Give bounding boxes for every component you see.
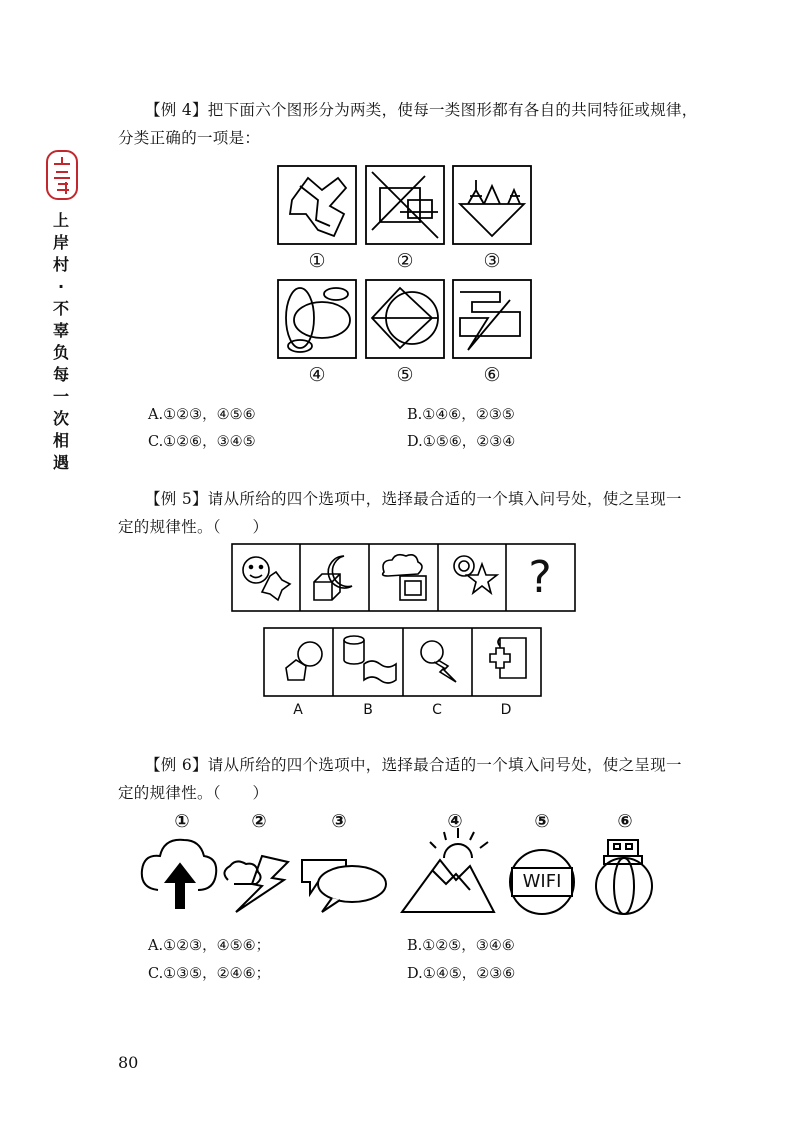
ex6-fig-label: ② bbox=[251, 811, 267, 832]
ex6-option-c[interactable]: C.①③⑤，②④⑥； bbox=[148, 966, 271, 982]
ex6-option-d[interactable]: D.①④⑤，②③⑥ bbox=[407, 966, 516, 982]
ex6-option-b[interactable]: B.①②⑤，③④⑥ bbox=[407, 938, 515, 954]
ex4-fig-label: ② bbox=[396, 250, 414, 272]
motto-char: 辜 bbox=[52, 321, 69, 340]
ex5-option-d[interactable]: D bbox=[500, 702, 512, 718]
ex6-option-a[interactable]: A.①②③，④⑤⑥； bbox=[148, 938, 271, 954]
ex5-option-a[interactable]: A bbox=[293, 702, 303, 718]
motto-char: 遇 bbox=[52, 453, 69, 472]
motto-char: 次 bbox=[52, 409, 69, 428]
ex4-label: 【例 4】 bbox=[145, 101, 208, 119]
ex4-fig-label: ⑤ bbox=[396, 364, 414, 386]
wifi-label: WIFI bbox=[522, 871, 562, 892]
motto-char: 相 bbox=[52, 431, 69, 450]
page-number: 80 bbox=[118, 1053, 139, 1072]
ex4-fig-label: ④ bbox=[308, 364, 326, 386]
ex4-option-a[interactable]: A.①②③，④⑤⑥ bbox=[148, 407, 256, 423]
ex5-line2: 定的规律性。（ ） bbox=[118, 518, 269, 536]
ex6-fig-label: ④ bbox=[447, 811, 463, 832]
mountain-sun-icon bbox=[402, 860, 494, 912]
ex5-option-b[interactable]: B bbox=[363, 702, 373, 718]
ex6-fig-label: ⑥ bbox=[617, 811, 633, 832]
ex4-option-d[interactable]: D.①⑤⑥，②③④ bbox=[407, 434, 516, 450]
ex4-option-b[interactable]: B.①④⑥，②③⑤ bbox=[407, 407, 515, 423]
motto-char: 每 bbox=[52, 365, 69, 384]
motto-char: 一 bbox=[52, 387, 69, 406]
ex4-line2: 分类正确的一项是： bbox=[118, 129, 261, 147]
ex6-line1: 请从所给的四个选项中，选择最合适的一个填入问号处，使之呈现一 bbox=[207, 756, 682, 774]
ex4-fig-label: ① bbox=[308, 250, 326, 272]
ex5-line1: 请从所给的四个选项中，选择最合适的一个填入问号处，使之呈现一 bbox=[207, 490, 682, 508]
ex5-label: 【例 5】 bbox=[145, 490, 208, 508]
motto-char: · bbox=[57, 277, 65, 296]
ex4-option-c[interactable]: C.①②⑥，③④⑤ bbox=[148, 434, 256, 450]
ex6-label: 【例 6】 bbox=[145, 756, 208, 774]
ex4-line1: 把下面六个图形分为两类，使每一类图形都有各自的共同特征或规律， bbox=[207, 101, 698, 119]
ex4-fig-label: ③ bbox=[483, 250, 501, 272]
motto-char: 不 bbox=[52, 299, 69, 318]
ex5-option-c[interactable]: C bbox=[432, 702, 442, 718]
question-mark: ? bbox=[528, 552, 552, 603]
motto-char: 上 bbox=[52, 211, 69, 230]
motto-char: 负 bbox=[52, 343, 69, 362]
ex6-fig-label: ⑤ bbox=[534, 811, 550, 832]
ex6-fig-label: ③ bbox=[331, 811, 347, 832]
motto-char: 村 bbox=[52, 255, 69, 274]
ex6-line2: 定的规律性。（ ） bbox=[118, 784, 269, 802]
ex6-fig-label: ① bbox=[174, 811, 190, 832]
motto-char: 岸 bbox=[52, 233, 69, 252]
ex4-fig-label: ⑥ bbox=[483, 364, 501, 386]
